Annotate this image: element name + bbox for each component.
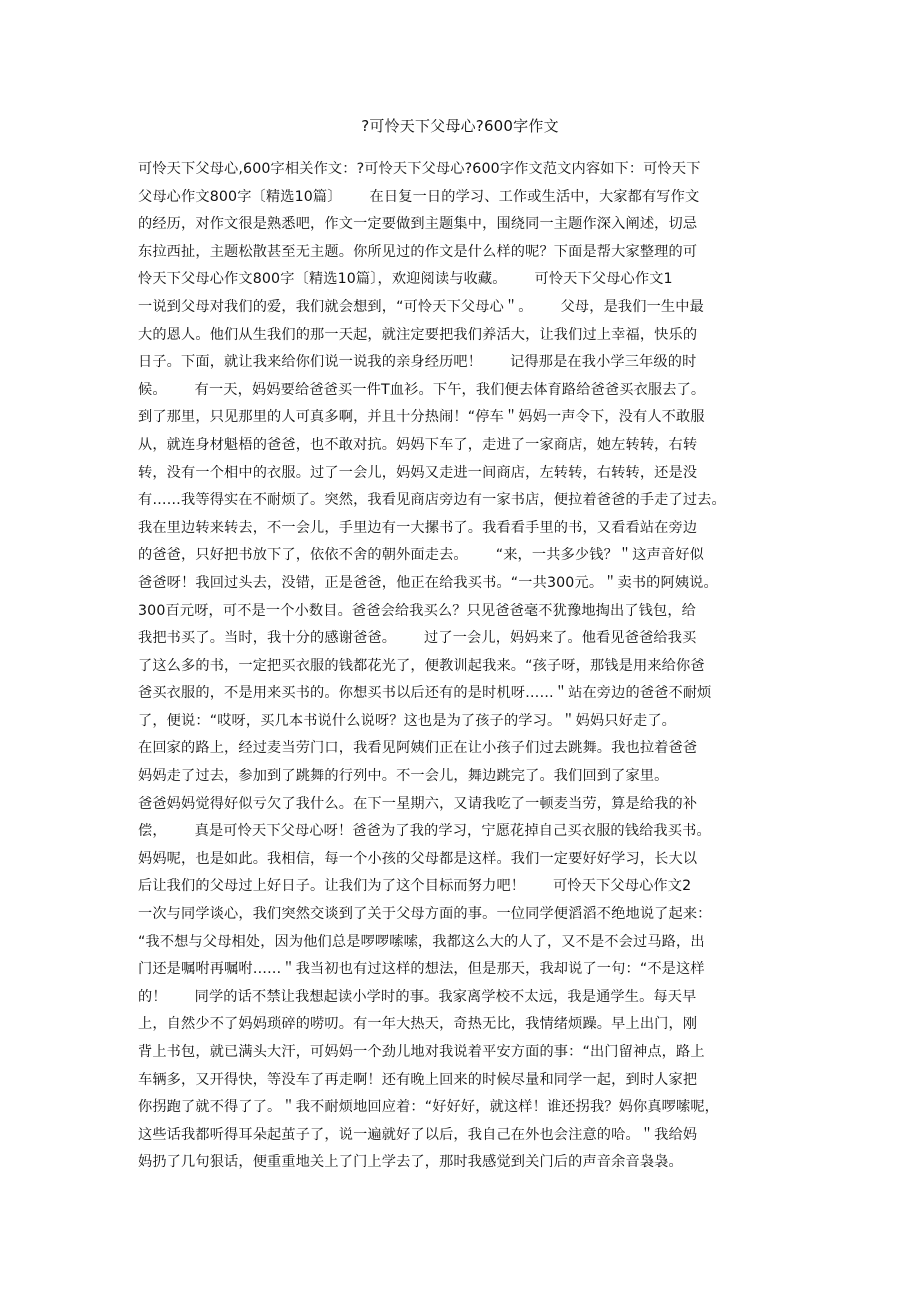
- text-line: 偿， 真是可怜天下父母心呀！爸爸为了我的学习，宁愿花掉自己买衣服的钱给我买书。: [138, 823, 711, 840]
- text-line: 了，便说：“哎呀，买几本书说什么说呀？这也是为了孩子的学习。＂妈妈只好走了。: [138, 712, 676, 729]
- text-line: 的经历，对作文很是熟悉吧，作文一定要做到主题集中，围绕同一主题作深入阐述，切忌: [138, 216, 698, 233]
- text-line: 大的恩人。他们从生我们的那一天起，就注定要把我们养活大，让我们过上幸福，快乐的: [138, 326, 698, 343]
- text-line: 我把书买了。当时，我十分的感谢爸爸。 过了一会儿，妈妈来了。他看见爸爸给我买: [138, 630, 697, 647]
- text-line: 可怜天下父母心,600字相关作文：?可怜天下父母心?600字作文范文内容如下：可怜天下: [138, 161, 701, 177]
- document-body: [138, 156, 798, 1177]
- text-line: 父母心作文800字〔精选10篇〕 在日复一日的学习、工作或生活中，大家都有写作文: [138, 188, 700, 205]
- text-line: 怜天下父母心作文800字〔精选10篇〕，欢迎阅读与收藏。 可怜天下父母心作文1: [138, 271, 673, 288]
- text-line: 日子。下面，就让我来给你们说一说我的亲身经历吧！ 记得那是在我小学三年级的时: [138, 354, 697, 371]
- text-line: 东拉西扯，主题松散甚至无主题。你所见过的作文是什么样的呢？下面是帮大家整理的可: [138, 243, 698, 260]
- text-line: 背上书包，就已满头大汗，可妈妈一个劲儿地对我说着平安方面的事：“出门留神点，路上: [138, 1044, 705, 1060]
- text-line: 车辆多，又开得快，等没车了再走啊！还有晚上回来的时候尽量和同学一起，到时人家把: [138, 1071, 698, 1088]
- text-line: 妈扔了几句狠话，便重重地关上了门上学去了，那时我感觉到关门后的声音余音袅袅。: [138, 1154, 683, 1171]
- text-line: 一说到父母对我们的爱，我们就会想到，“可怜天下父母心＂。 父母，是我们一生中最: [138, 298, 704, 315]
- text-line: 上，自然少不了妈妈琐碎的唠叨。有一年大热天，奇热无比，我情绪烦躁。早上出门，刚: [138, 1016, 698, 1033]
- text-line: 的！ 同学的话不禁让我想起读小学时的事。我家离学校不太远，我是通学生。每天早: [138, 988, 697, 1005]
- text-line: 后让我们的父母过上好日子。让我们为了这个目标而努力吧！ 可怜天下父母心作文2: [138, 878, 692, 895]
- text-line: 的爸爸，只好把书放下了，依依不舍的朝外面走去。 “来，一共多少钱？＂这声音好似: [138, 547, 704, 564]
- text-line: 到了那里，只见那里的人可真多啊，并且十分热闹！“停车＂妈妈一声令下，没有人不敢服: [138, 409, 705, 426]
- text-line: 300百元呀，可不是一个小数目。爸爸会给我买么？只见爸爸毫不犹豫地掏出了钱包，给: [138, 602, 697, 619]
- text-line: 候。 有一天，妈妈要给爸爸买一件T血衫。下午，我们便去体育路给爸爸买衣服去了。: [138, 381, 706, 398]
- text-line: 转，没有一个相中的衣服。过了一会儿，妈妈又走进一间商店，左转转，右转转，还是没: [138, 464, 698, 481]
- text-line: 这些话我都听得耳朵起茧子了，说一遍就好了以后，我自己在外也会注意的哈。＂我给妈: [138, 1126, 698, 1143]
- text-line: 从，就连身材魁梧的爸爸，也不敢对抗。妈妈下车了，走进了一家商店，她左转转，右转: [138, 436, 698, 453]
- text-line: 爸买衣服的，不是用来买书的。你想买书以后还有的是时机呀……＂站在旁边的爸爸不耐烦: [138, 685, 712, 702]
- text-line: 爸爸呀！我回过头去，没错，正是爸爸，他正在给我买书。“一共300元。＂卖书的阿姨说。: [138, 574, 718, 591]
- text-line: 在回家的路上，经过麦当劳门口，我看见阿姨们正在让小孩子们过去跳舞。我也拉着爸爸: [138, 740, 698, 757]
- text-line: 妈妈走了过去，参加到了跳舞的行列中。不一会儿，舞边跳完了。我们回到了家里。: [138, 768, 669, 785]
- document-title: ?可怜天下父母心?600字作文: [361, 117, 559, 135]
- text-line: 妈妈呢，也是如此。我相信，每一个小孩的父母都是这样。我们一定要好好学习，长大以: [138, 850, 698, 867]
- text-line: “我不想与父母相处，因为他们总是啰啰嗦嗦，我都这么大的人了，又不是不会过马路，出: [138, 933, 705, 950]
- text-line: 我在里边转来转去，不一会儿，手里边有一大摞书了。我看看手里的书，又看看站在旁边: [138, 519, 698, 536]
- text-line: 了这么多的书，一定把买衣服的钱都花光了，便教训起我来。“孩子呀，那钱是用来给你爸: [138, 657, 705, 674]
- text-line: 有……我等得实在不耐烦了。突然，我看见商店旁边有一家书店，便拉着爸爸的手走了过去。: [138, 492, 726, 509]
- text-line: 门还是嘱咐再嘱咐……＂我当初也有过这样的想法，但是那天，我却说了一句：“不是这样: [138, 961, 705, 978]
- text-line: 一次与同学谈心，我们突然交谈到了关于父母方面的事。一位同学便滔滔不绝地说了起来：: [138, 906, 712, 923]
- text-line: 爸爸妈妈觉得好似亏欠了我什么。在下一星期六，又请我吃了一顿麦当劳，算是给我的补: [138, 795, 698, 812]
- text-line: 你拐跑了就不得了了。＂我不耐烦地回应着：“好好好，就这样！谁还拐我？妈你真啰嗦呢，: [138, 1099, 720, 1116]
